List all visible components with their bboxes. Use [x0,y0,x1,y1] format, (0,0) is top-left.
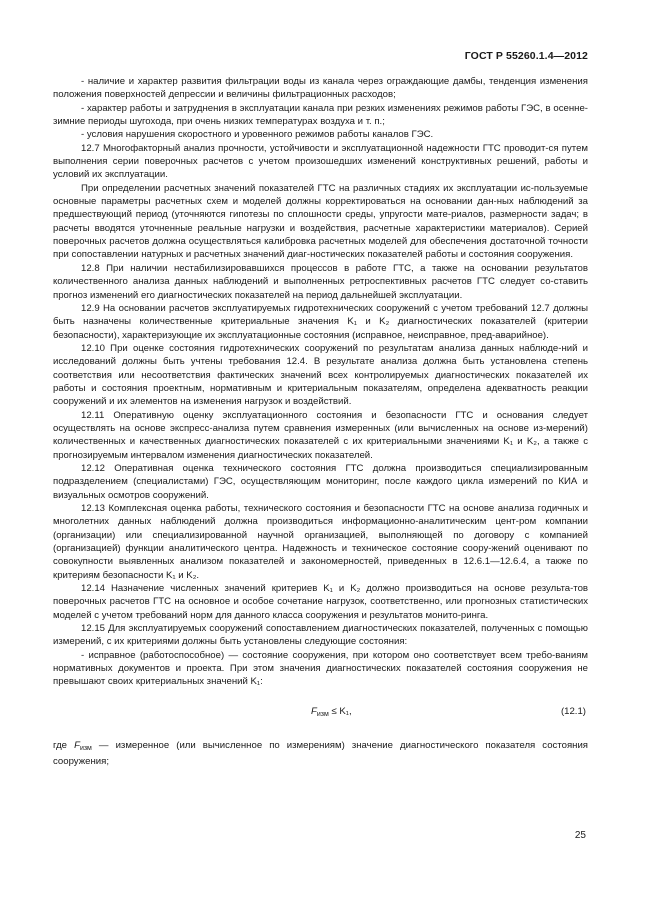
paragraph: 12.11 Оперативную оценку эксплуатационного состояния и безопасности ГТС и основания следует осуществлять на основе экспресс-анализа путем сравнения измеренных (или вычисленных на основе из-мерений) количественных и качественных диагностических показателей с их критериальными значениями K₁ и K₂, а также с прогнозируемым интервалом изменения диагностических показателей. [53,409,588,461]
formula-relation: ≤ K₁, [328,705,352,717]
where-subscript: изм [79,744,92,752]
formula-number: (12.1) [560,705,586,717]
formula-symbol: F [311,705,317,717]
paragraph: При определении расчетных значений показателей ГТС на различных стадиях их эксплуатации ис-пользуемые основные параметры расчетных схем и моделей должны корректироваться на основании дан-ных наблюдений за предшествующий период (уточняются гипотезы по сплошности среды, упругости мате-риалов, размерности задач; в расчеты вводятся уточненные реальные нагрузки и воздействия, расчетные характеристики материалов). Серией поверочных расчетов должна осуществляться калибровка расчетных моделей для обеспечения достаточной точности при сопоставлении натурных и расчетных значений диаг-ностических показателей работы и состояния сооружения. [53,182,588,261]
formula-expression [311,705,352,721]
where-text: — измеренное (или вычисленное по измерениям) значение диагностического показателя состояния сооружения; [53,739,589,768]
document-body [53,75,588,769]
paragraph: - исправное (работоспособное) — состояние сооружения, при котором оно соответствует всем требо-ваниям нормативных документов и проекта. При этом значения диагностических показателей состояния сооружения не превышают своих критериальных значений K₁: [53,649,588,688]
formula-12-1 [53,693,588,733]
where-symbol: F [74,739,80,751]
where-lead: где [53,739,75,751]
page-number: 25 [574,830,586,841]
formula-subscript: изм [316,710,329,718]
paragraph: 12.7 Многофакторный анализ прочности, устойчивости и эксплуатационной надежности ГТС проводит-ся путем выполнения серии поверочных расчетов с учетом произошедших изменений конструктивных решений, работы и условий их эксплуатации. [53,142,588,181]
paragraph: 12.14 Назначение численных значений критериев K₁ и K₂ должно производиться на основе результа-тов поверочных расчетов ГТС на основное и особое сочетание нагрузок, соответственно, или прогнозных статистических моделей с учетом требований норм для данного класса сооружения и результатов монито-ринга. [53,583,588,621]
standard-header: ГОСТ Р 55260.1.4—2012 [464,50,588,62]
where-clause [53,739,588,769]
paragraph: 12.15 Для эксплуатируемых сооружений сопоставлением диагностических показателей, полученных с помощью измерений, с их критериями должны быть установлены следующие состояния: [53,623,588,648]
paragraph: 12.12 Оперативная оценка технического состояния ГТС должна производиться специализированным подразделением (специалистами) ГЭС, осуществляющим мониторинг, после каждого цикла измерений по КИА и визуальных осмотров сооружений. [53,462,588,501]
paragraph: - наличие и характер развития фильтрации воды из канала через ограждающие дамбы, тенденция изменения положения поверхностей депрессии и величины фильтрационных расходов; [53,76,588,101]
paragraph: 12.9 На основании расчетов эксплуатируемых гидротехнических сооружений с учетом требований 12.7 должны быть назначены количественные критериальные значения K₁ и K₂ диагностических показателей (критерии безопасности), характеризующие их эксплуатационные состояния (исправное, неисправное, пред-аварийное). [53,302,588,341]
paragraph: - характер работы и затруднения в эксплуатации канала при резких изменениях режимов работы ГЭС, в осенне-зимние периоды шугохода, при очень низких температурах воздуха и т. п.; [53,102,588,128]
paragraph: 12.10 При оценке состояния гидротехнических сооружений по результатам анализа данных наблюде-ний и исследований должны быть учтены требования 12.4. В результате анализа должна быть установлена степень соответствия или несоответствия фактических значений всех контролируемых диагностических показателей их работы и состояния проектным, нормативным и критериальным показателям, определена адекватность реакции сооружений и их элементов на изменения нагрузок и воздействий. [53,342,588,408]
paragraph: - условия нарушения скоростного и уровенного режимов работы каналов ГЭС. [81,129,434,141]
paragraph: 12.13 Комплексная оценка работы, технического состояния и безопасности ГТС на основе анализа годичных и многолетних данных наблюдений должна производиться информационно-аналитическим цент-ром компании (организации) или специализированной научной организацией, выполняющей по договору с компанией (организацией) функции аналитического центра. Надежность и техническое состояние соору-жений оценивают по совокупности выявленных анализом показателей и закономерностей, приведенных в 12.6.1—12.6.4, а также по критериям безопасности K₁ и K₂. [53,503,588,581]
paragraph: 12.8 При наличии нестабилизировавшихся процессов в работе ГТС, а также на основании результатов количественного анализа данных наблюдений и выполненных ретроспективных расчетов ГТС следует со-ставить прогноз изменений его диагностических показателей на период дальнейшей эксплуатации. [53,262,588,301]
